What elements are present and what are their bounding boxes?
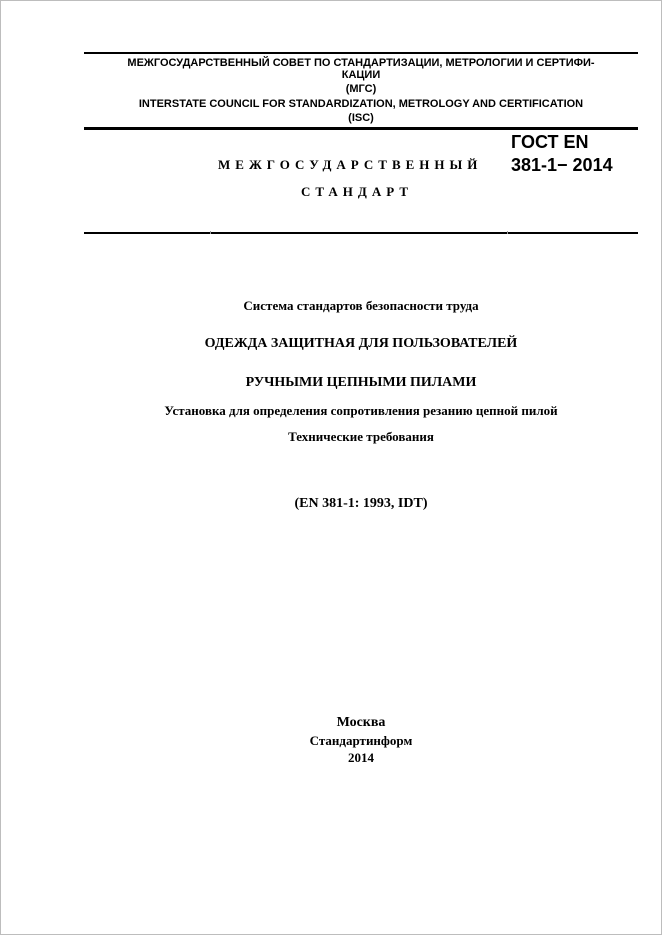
rule-tick-left bbox=[210, 231, 211, 234]
reference-standard: (EN 381-1: 1993, IDT) bbox=[294, 496, 428, 511]
council-ru-line1: МЕЖГОСУДАРСТВЕННЫЙ СОВЕТ ПО СТАНДАРТИЗАЦИИ, МЕТРОЛОГИИ И СЕРТИФИ- bbox=[127, 57, 595, 69]
subtitle: Установка для определения сопротивления резанию цепной пилой bbox=[164, 403, 558, 418]
imprint-publisher: Стандартинформ bbox=[309, 733, 413, 748]
gost-code-line1: ГОСТ EN bbox=[511, 132, 589, 152]
council-en-abbr: (ISC) bbox=[348, 112, 374, 124]
imprint-year: 2014 bbox=[348, 750, 374, 765]
standard-bottom-rule bbox=[84, 232, 638, 234]
rule-tick-right bbox=[507, 231, 508, 234]
council-en-line: INTERSTATE COUNCIL FOR STANDARDIZATION, METROLOGY AND CERTIFICATION bbox=[138, 98, 584, 110]
main-title-line2: РУЧНЫМИ ЦЕПНЫМИ ПИЛАМИ bbox=[245, 375, 477, 390]
system-title: Система стандартов безопасности труда bbox=[243, 298, 479, 313]
council-ru-abbr: (МГС) bbox=[345, 83, 377, 95]
requirements-title: Технические требования bbox=[288, 429, 434, 444]
gost-code-line2: 381-1− 2014 bbox=[511, 155, 613, 175]
council-ru-line2: КАЦИИ bbox=[341, 69, 381, 81]
top-rule bbox=[84, 52, 638, 54]
standard-kind-line1: МЕЖГОСУДАРСТВЕННЫЙ bbox=[218, 157, 483, 172]
imprint-city: Москва bbox=[336, 715, 386, 730]
main-title-line1: ОДЕЖДА ЗАЩИТНАЯ ДЛЯ ПОЛЬЗОВАТЕЛЕЙ bbox=[204, 336, 518, 351]
standard-kind-line2: СТАНДАРТ bbox=[301, 184, 414, 199]
council-bottom-rule bbox=[84, 127, 638, 130]
